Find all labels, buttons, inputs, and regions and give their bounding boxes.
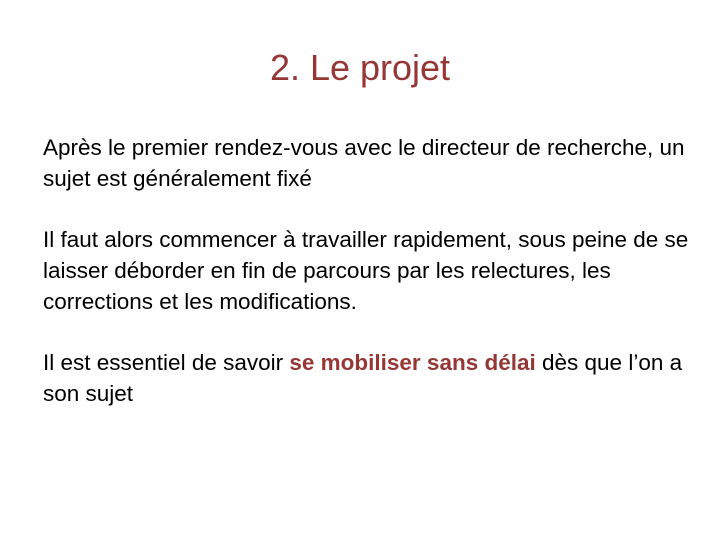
paragraph-1: Après le premier rendez-vous avec le directeur de recherche, un sujet est généralement fixé bbox=[43, 135, 685, 191]
paragraph-3 bbox=[43, 347, 693, 409]
paragraph-3-after: dès que l’on a son sujet bbox=[43, 350, 683, 406]
slide-body bbox=[43, 132, 693, 439]
paragraph-2: Il faut alors commencer à travailler rapidement, sous peine de se laisser déborder en fin de parcours par les relectures, les corrections et les modifications. bbox=[43, 227, 689, 314]
paragraph-3-before: Il est essentiel de savoir bbox=[43, 350, 290, 375]
slide-title: 2. Le projet bbox=[269, 47, 451, 88]
emphasis-text: se mobiliser sans délai bbox=[289, 350, 536, 375]
